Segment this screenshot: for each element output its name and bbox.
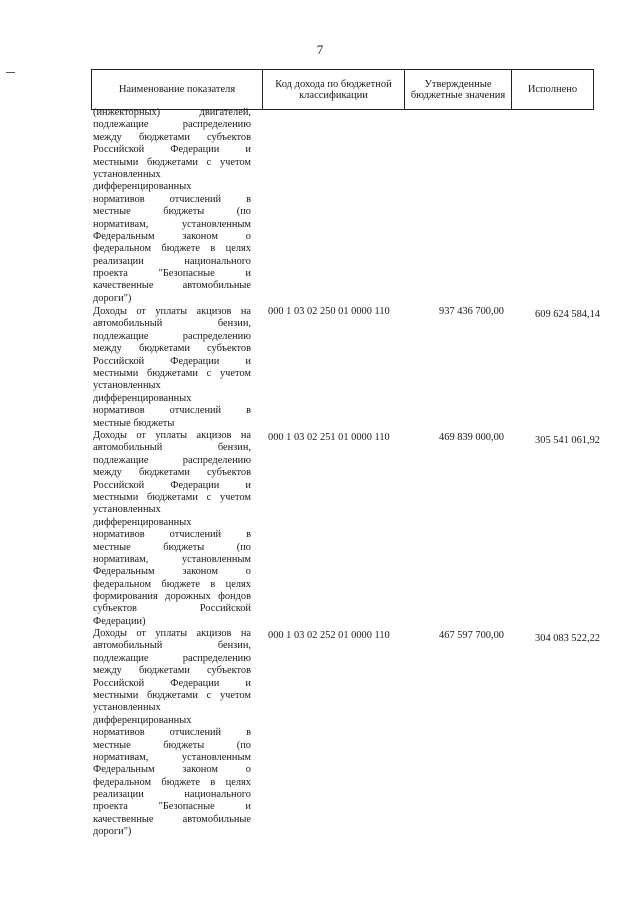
scan-edge-mark	[6, 72, 15, 73]
name-line: Доходы от уплаты акцизов на	[93, 430, 251, 441]
header-name: Наименование показателя	[92, 70, 263, 109]
header-executed: Исполнено	[527, 84, 578, 95]
name-line: местные бюджеты (по	[93, 541, 251, 553]
name-line: подлежащие распределению	[93, 652, 251, 664]
table-row-name	[93, 306, 251, 430]
name-line: дороги")	[93, 826, 132, 838]
table-header	[91, 69, 594, 110]
name-line: формирования дорожных фондов	[93, 591, 251, 603]
table-row-executed: 609 624 584,14	[535, 309, 600, 320]
name-line: Российской Федерации и	[93, 144, 251, 156]
name-line: нормативам, установленным	[93, 553, 251, 565]
table-row-name	[93, 430, 251, 628]
name-line: Российской Федерации и	[93, 355, 251, 367]
name-line: дифференцированных	[93, 181, 192, 193]
name-line: местными бюджетами с учетом	[93, 156, 251, 168]
name-line: установленных	[93, 168, 161, 180]
table-row-executed: 304 083 522,22	[535, 633, 600, 644]
name-line: субъектов Российской	[93, 603, 251, 615]
name-line: Доходы от уплаты акцизов на	[93, 306, 251, 317]
name-line: между бюджетами субъектов	[93, 343, 251, 355]
table-row-name	[93, 107, 251, 305]
name-line: проекта "Безопасные и	[93, 801, 251, 813]
name-line: между бюджетами субъектов	[93, 665, 251, 677]
table-row-code: 000 1 03 02 251 01 0000 110	[268, 432, 390, 443]
name-line: Федерации)	[93, 615, 146, 627]
name-line: местными бюджетами с учетом	[93, 367, 251, 379]
name-line: Доходы от уплаты акцизов на	[93, 628, 251, 639]
name-line: автомобильный бензин,	[93, 442, 251, 454]
name-line: между бюджетами субъектов	[93, 131, 251, 143]
table-row-name	[93, 628, 251, 839]
name-line: качественные автомобильные	[93, 813, 251, 825]
name-line: дифференцированных	[93, 714, 192, 726]
name-line: установленных	[93, 504, 161, 516]
name-line: установленных	[93, 702, 161, 714]
name-line: автомобильный бензин,	[93, 640, 251, 652]
name-line: проекта "Безопасные и	[93, 268, 251, 280]
name-line: установленных	[93, 380, 161, 392]
name-line: подлежащие распределению	[93, 119, 251, 131]
name-line: (инжекторных) двигателей,	[93, 107, 251, 118]
name-line: федеральном бюджете в целях	[93, 243, 251, 255]
name-line: местными бюджетами с учетом	[93, 689, 251, 701]
name-line: нормативам, установленным	[93, 218, 251, 230]
name-line: Российской Федерации и	[93, 677, 251, 689]
table-row-code: 000 1 03 02 252 01 0000 110	[268, 630, 390, 641]
name-line: нормативов отчислений в	[93, 405, 251, 417]
name-line: местными бюджетами с учетом	[93, 491, 251, 503]
name-line: нормативов отчислений в	[93, 727, 251, 739]
table-row-approved: 469 839 000,00	[439, 432, 504, 443]
header-code: Код дохода по бюджетной классификации	[263, 70, 405, 109]
name-line: реализации национального	[93, 789, 251, 801]
name-line: Федеральным законом о	[93, 566, 251, 578]
name-line: местные бюджеты (по	[93, 739, 251, 751]
name-line: Российской Федерации и	[93, 479, 251, 491]
name-line: автомобильный бензин,	[93, 318, 251, 330]
header-approved: Утвержденные бюджетные значения	[405, 70, 512, 109]
name-line: местные бюджеты (по	[93, 206, 251, 218]
name-line: Федеральным законом о	[93, 230, 251, 242]
table-row-approved: 467 597 700,00	[439, 630, 504, 641]
page-number: 7	[316, 42, 324, 57]
name-line: нормативов отчислений в	[93, 529, 251, 541]
table-row-executed: 305 541 061,92	[535, 435, 600, 446]
name-line: Федеральным законом о	[93, 764, 251, 776]
name-line: нормативам, установленным	[93, 751, 251, 763]
name-line: между бюджетами субъектов	[93, 467, 251, 479]
name-line: федеральном бюджете в целях	[93, 578, 251, 590]
name-line: дифференцированных	[93, 516, 192, 528]
name-line: дороги")	[93, 292, 132, 304]
name-line: подлежащие распределению	[93, 330, 251, 342]
name-line: федеральном бюджете в целях	[93, 776, 251, 788]
name-line: качественные автомобильные	[93, 280, 251, 292]
table-row-code: 000 1 03 02 250 01 0000 110	[268, 306, 390, 317]
name-line: нормативов отчислений в	[93, 193, 251, 205]
name-line: подлежащие распределению	[93, 454, 251, 466]
name-line: дифференцированных	[93, 392, 192, 404]
table-row-approved: 937 436 700,00	[439, 306, 504, 317]
name-line: местные бюджеты	[93, 417, 175, 429]
name-line: реализации национального	[93, 255, 251, 267]
